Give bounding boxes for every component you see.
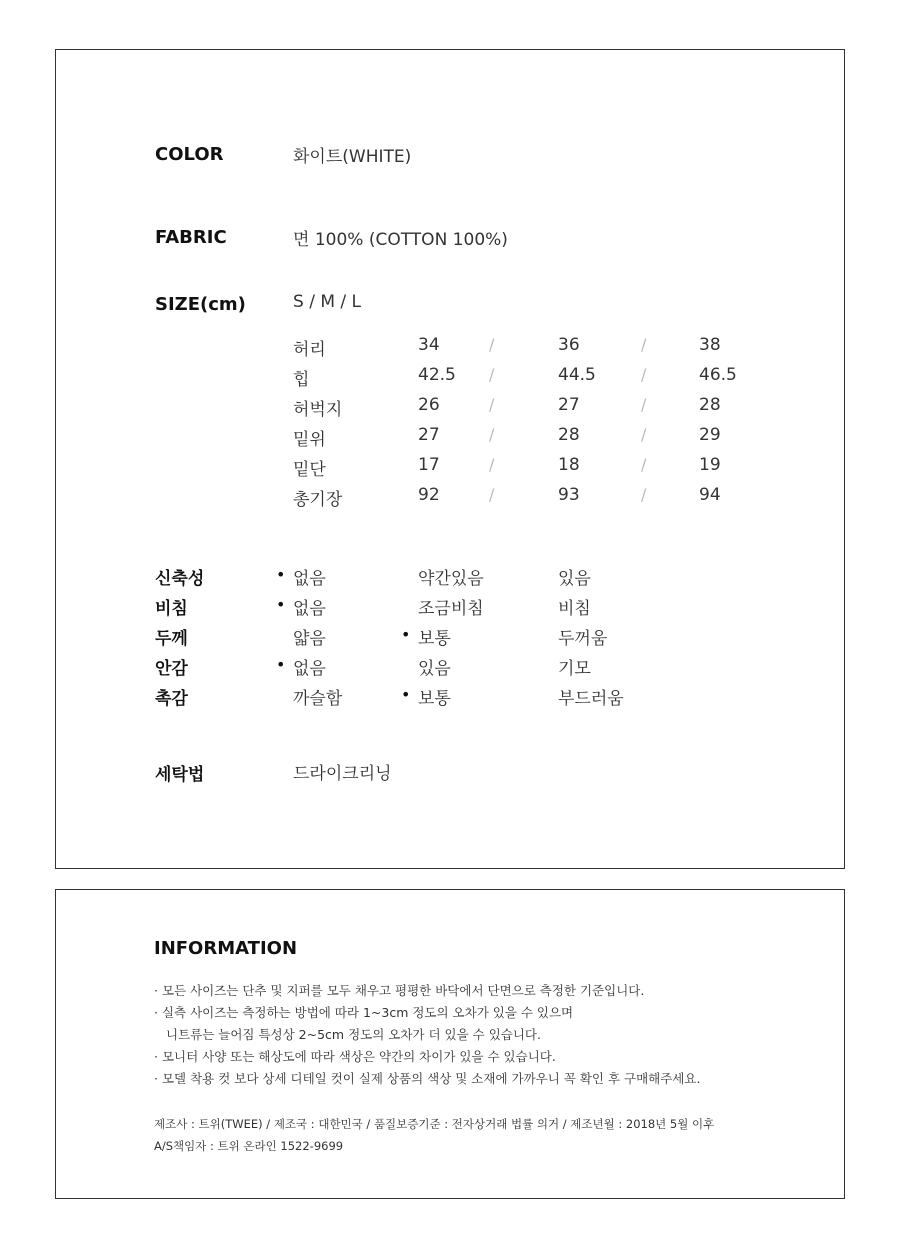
attribute-option: 얇음 — [293, 629, 326, 649]
selected-bullet-icon: • — [276, 655, 286, 674]
size-value: S / M / L — [293, 292, 361, 312]
as-contact-info: A/S책임자 : 트위 온라인 1522-9699 — [154, 1139, 344, 1153]
info-note: · 실측 사이즈는 측정하는 방법에 따라 1~3cm 정도의 오차가 있을 수 있으며 — [154, 1005, 574, 1020]
fabric-value: 면 100% (COTTON 100%) — [293, 230, 508, 250]
size-m-value: 27 — [558, 395, 580, 415]
attribute-option: 까슬함 — [293, 689, 343, 709]
size-s-value: 26 — [418, 395, 440, 415]
attribute-label: 두께 — [155, 629, 188, 649]
attribute-label: 신축성 — [155, 569, 205, 589]
attribute-label: 비침 — [155, 599, 188, 619]
size-row-name: 총기장 — [293, 490, 343, 510]
attribute-option: 없음 — [293, 569, 326, 589]
attribute-option: 약간있음 — [418, 569, 484, 589]
size-row-name: 힙 — [293, 370, 310, 390]
size-separator: / — [641, 365, 647, 384]
size-m-value: 44.5 — [558, 365, 596, 385]
attribute-label: 안감 — [155, 659, 188, 679]
color-value: 화이트(WHITE) — [293, 147, 412, 167]
attribute-option: 없음 — [293, 599, 326, 619]
size-separator: / — [489, 335, 495, 354]
attribute-option: 부드러움 — [558, 689, 624, 709]
attribute-option: 두꺼움 — [558, 629, 608, 649]
size-s-value: 17 — [418, 455, 440, 475]
attribute-option: 보통 — [418, 689, 451, 709]
manufacturer-info: 제조사 : 트위(TWEE) / 제조국 : 대한민국 / 품질보증기준 : 전자상거래 법률 의거 / 제조년월 : 2018년 5월 이후 — [154, 1117, 715, 1131]
size-label: SIZE(cm) — [155, 294, 246, 315]
selected-bullet-icon: • — [276, 565, 286, 584]
information-panel — [55, 889, 845, 1199]
selected-bullet-icon: • — [401, 625, 411, 644]
size-separator: / — [489, 455, 495, 474]
attribute-option: 있음 — [418, 659, 451, 679]
size-separator: / — [641, 455, 647, 474]
selected-bullet-icon: • — [276, 595, 286, 614]
info-note: · 모든 사이즈는 단추 및 지퍼를 모두 채우고 평평한 바닥에서 단면으로 측정한 기준입니다. — [154, 983, 645, 998]
attribute-option: 있음 — [558, 569, 591, 589]
size-l-value: 38 — [699, 335, 721, 355]
selected-bullet-icon: • — [401, 685, 411, 704]
size-l-value: 19 — [699, 455, 721, 475]
attribute-option: 조금비침 — [418, 599, 484, 619]
attribute-option: 기모 — [558, 659, 591, 679]
size-s-value: 92 — [418, 485, 440, 505]
wash-value: 드라이크리닝 — [293, 764, 392, 784]
attribute-option: 없음 — [293, 659, 326, 679]
size-separator: / — [641, 335, 647, 354]
size-separator: / — [641, 425, 647, 444]
size-s-value: 27 — [418, 425, 440, 445]
information-title: INFORMATION — [154, 938, 298, 959]
size-l-value: 28 — [699, 395, 721, 415]
attribute-option: 비침 — [558, 599, 591, 619]
color-label: COLOR — [155, 144, 224, 165]
wash-label: 세탁법 — [155, 765, 205, 785]
size-separator: / — [489, 365, 495, 384]
info-note: 니트류는 늘어짐 특성상 2~5cm 정도의 오차가 더 있을 수 있습니다. — [166, 1027, 541, 1042]
size-row-name: 밑단 — [293, 460, 326, 480]
size-row-name: 허리 — [293, 340, 326, 360]
fabric-label: FABRIC — [155, 227, 227, 248]
size-separator: / — [489, 395, 495, 414]
product-spec-panel — [55, 49, 845, 869]
size-separator: / — [489, 425, 495, 444]
size-l-value: 46.5 — [699, 365, 737, 385]
size-m-value: 18 — [558, 455, 580, 475]
size-row-name: 밑위 — [293, 430, 326, 450]
size-m-value: 28 — [558, 425, 580, 445]
attribute-label: 촉감 — [155, 689, 188, 709]
size-m-value: 36 — [558, 335, 580, 355]
size-row-name: 허벅지 — [293, 400, 343, 420]
size-separator: / — [641, 395, 647, 414]
size-separator: / — [489, 485, 495, 504]
info-note: · 모델 착용 컷 보다 상세 디테일 컷이 실제 상품의 색상 및 소재에 가까우니 꼭 확인 후 구매해주세요. — [154, 1071, 701, 1086]
size-s-value: 42.5 — [418, 365, 456, 385]
size-s-value: 34 — [418, 335, 440, 355]
size-l-value: 94 — [699, 485, 721, 505]
attribute-option: 보통 — [418, 629, 451, 649]
size-separator: / — [641, 485, 647, 504]
size-l-value: 29 — [699, 425, 721, 445]
size-m-value: 93 — [558, 485, 580, 505]
info-note: · 모니터 사양 또는 해상도에 따라 색상은 약간의 차이가 있을 수 있습니다. — [154, 1049, 556, 1064]
